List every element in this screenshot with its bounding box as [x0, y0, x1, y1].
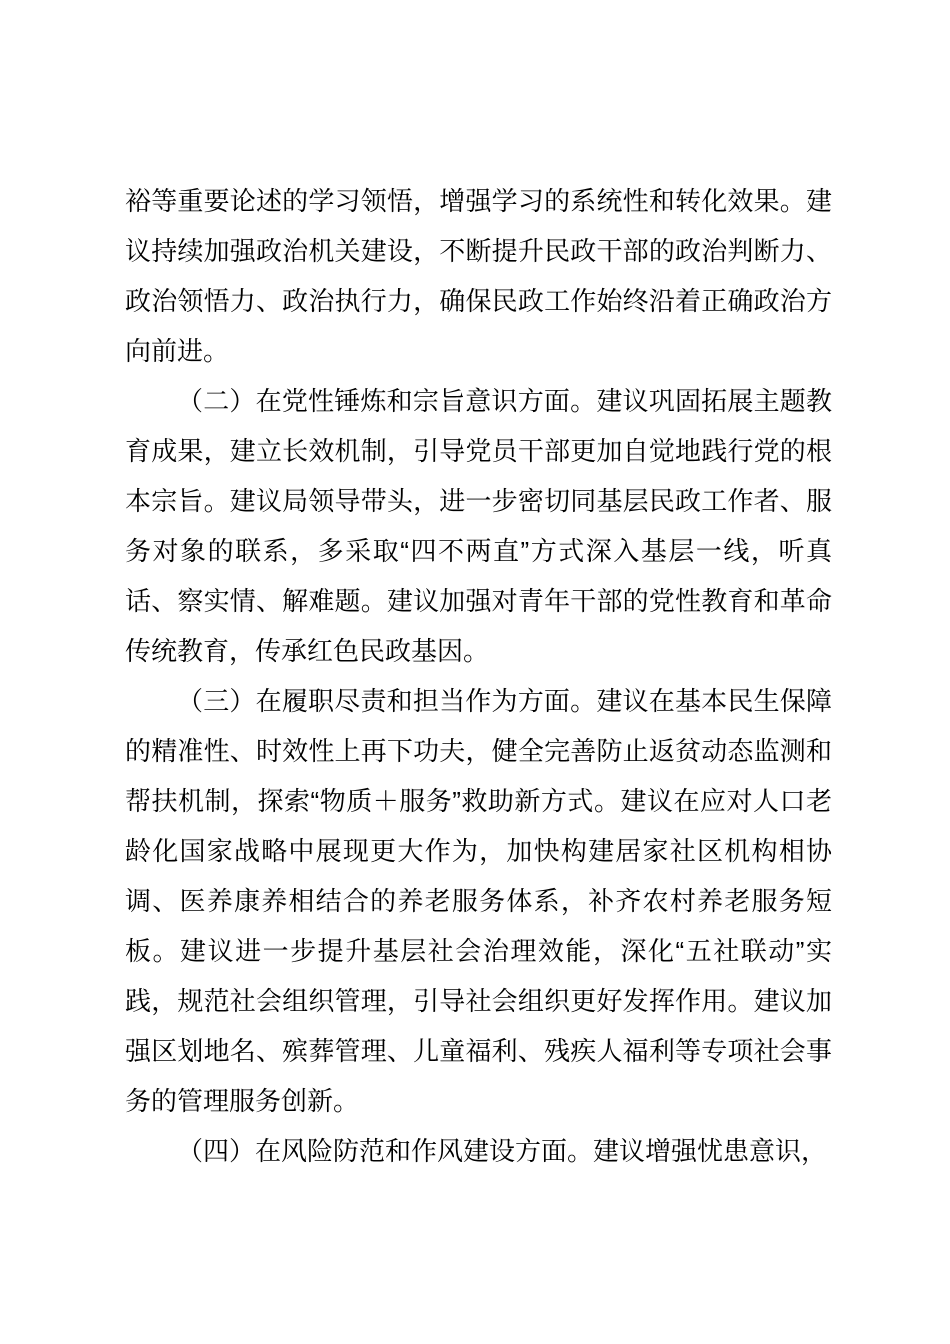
paragraph-section-4: （四）在风险防范和作风建设方面。建议增强忧患意识， — [177, 1136, 828, 1166]
document-body — [125, 176, 832, 1176]
paragraph-section-3: （三）在履职尽责和担当作为方面。建议在基本民生保障的精准性、时效性上再下功夫，健全完善防止返贫动态监测和帮扶机制，探索“物质＋服务”救助新方式。建议在应对人口老龄化国家战略中展现更大作为，加快构建居家社区机构相协调、医养康养相结合的养老服务体系，补齐农村养老服务短板。建议进一步提升基层社会治理效能，深化“五社联动”实践，规范社会组织管理，引导社会组织更好发挥作用。建议加强区划地名、殡葬管理、儿童福利、残疾人福利等专项社会事务的管理服务创新。 — [125, 686, 832, 1116]
paragraph-section-2: （二）在党性锤炼和宗旨意识方面。建议巩固拓展主题教育成果，建立长效机制，引导党员干部更加自觉地践行党的根本宗旨。建议局领导带头，进一步密切同基层民政工作者、服务对象的联系，多采取“四不两直”方式深入基层一线，听真话、察实情、解难题。建议加强对青年干部的党性教育和革命传统教育，传承红色民政基因。 — [125, 386, 832, 666]
paragraph-continuation: 裕等重要论述的学习领悟，增强学习的系统性和转化效果。建议持续加强政治机关建设，不断提升民政干部的政治判断力、政治领悟力、政治执行力，确保民政工作始终沿着正确政治方向前进。 — [125, 186, 832, 366]
